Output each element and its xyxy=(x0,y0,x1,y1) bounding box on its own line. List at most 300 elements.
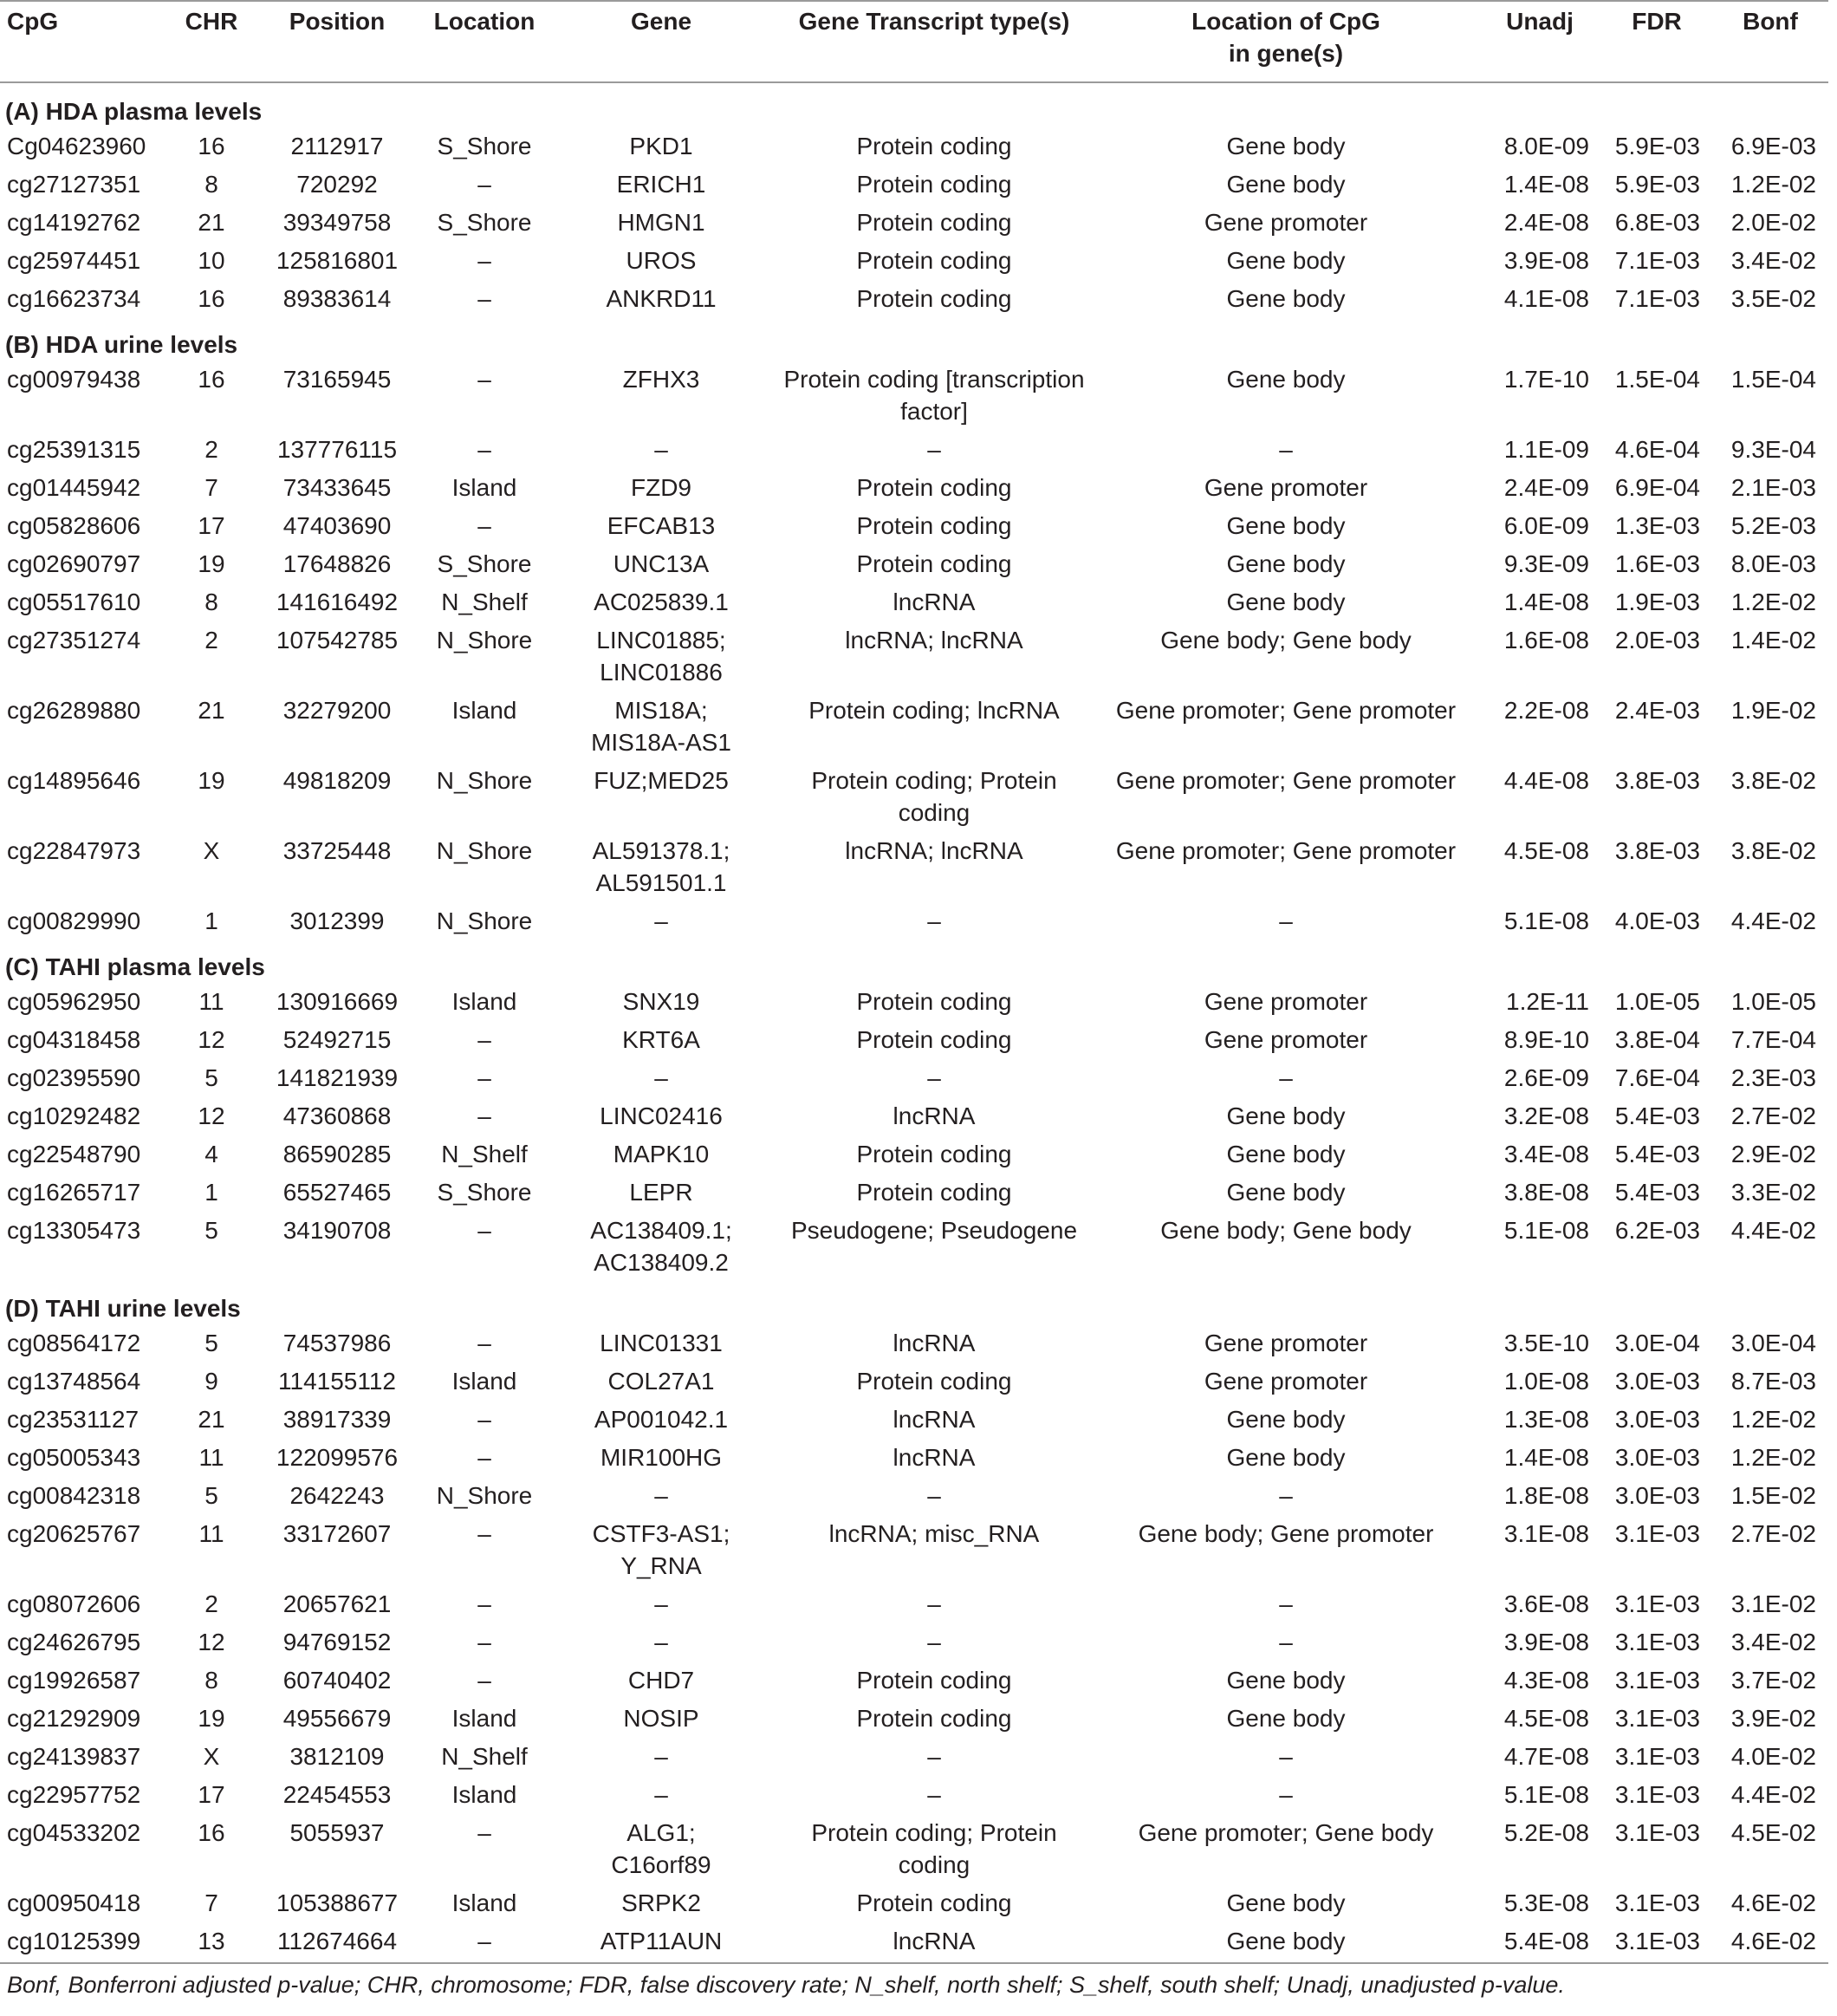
cell-gene-line: UNC13A xyxy=(613,550,710,577)
cell-location-in-gene xyxy=(1094,1515,1478,1585)
cell-gene-line: AP001042.1 xyxy=(594,1406,729,1433)
cell-gene-line: MAPK10 xyxy=(613,1141,710,1167)
cell-cpg: cg00979438 xyxy=(7,366,141,393)
cell-bonf: 1.9E-02 xyxy=(1730,697,1816,724)
cell-gene xyxy=(548,1097,775,1135)
cell-bonf: 4.4E-02 xyxy=(1730,907,1816,934)
cell-chr: 16 xyxy=(198,1819,225,1846)
cell-position: 33172607 xyxy=(282,1520,392,1547)
cell-location-in-gene-line: Gene promoter xyxy=(1204,1026,1368,1053)
cell-unadj: 1.4E-08 xyxy=(1503,171,1589,198)
cell-unadj: 3.8E-08 xyxy=(1503,1179,1589,1206)
cell-cpg: cg22847973 xyxy=(7,837,141,864)
cell-gene-line: ZFHX3 xyxy=(622,366,700,393)
cell-location-in-gene-line: – xyxy=(1279,1629,1293,1655)
cell-unadj: 3.6E-08 xyxy=(1503,1590,1589,1617)
cell-position: 125816801 xyxy=(276,247,399,274)
cell-location: Island xyxy=(451,697,517,724)
cell-gene xyxy=(548,1439,775,1477)
cell-gene-line: Y_RNA xyxy=(620,1552,702,1579)
cell-gene-line: – xyxy=(654,1064,668,1091)
cell-fdr: 3.8E-03 xyxy=(1614,767,1700,794)
table-row xyxy=(0,1700,1828,1738)
cell-location-in-gene-line: Gene body xyxy=(1226,1705,1346,1732)
cell-transcript-type xyxy=(775,1700,1094,1738)
cell-fdr: 7.6E-04 xyxy=(1614,1064,1700,1091)
table-row xyxy=(0,583,1828,621)
section-title: (A) HDA plasma levels xyxy=(5,98,263,125)
cell-unadj: 3.1E-08 xyxy=(1503,1520,1589,1547)
cell-unadj: 8.9E-10 xyxy=(1503,1026,1589,1053)
cell-gene-line: LINC01885; xyxy=(596,627,726,654)
cell-cpg: cg02690797 xyxy=(7,550,141,577)
cell-position: 32279200 xyxy=(282,697,392,724)
cell-unadj: 1.0E-08 xyxy=(1503,1368,1589,1395)
cell-chr: 4 xyxy=(204,1141,218,1167)
cell-fdr: 1.3E-03 xyxy=(1614,512,1700,539)
cell-fdr: 5.4E-03 xyxy=(1614,1102,1700,1129)
cell-bonf: 1.2E-02 xyxy=(1730,1444,1816,1471)
cell-bonf: 3.4E-02 xyxy=(1730,1629,1816,1655)
cell-unadj: 2.4E-09 xyxy=(1503,474,1589,501)
cell-gene xyxy=(548,1477,775,1515)
cell-gene xyxy=(548,1324,775,1362)
cell-gene-line: LINC01886 xyxy=(600,659,723,686)
cell-location-in-gene xyxy=(1094,1097,1478,1135)
cell-bonf: 7.7E-04 xyxy=(1730,1026,1816,1053)
cell-location-in-gene xyxy=(1094,1021,1478,1059)
cell-cpg: cg27351274 xyxy=(7,627,141,654)
cell-location: Island xyxy=(451,1368,517,1395)
cell-fdr: 3.0E-03 xyxy=(1614,1482,1700,1509)
cell-gene xyxy=(548,127,775,166)
cell-chr: 1 xyxy=(204,907,218,934)
cell-cpg: cg21292909 xyxy=(7,1705,141,1732)
cell-gene xyxy=(548,832,775,902)
table-row xyxy=(0,1662,1828,1700)
cell-location-in-gene xyxy=(1094,1662,1478,1700)
cell-gene-line: PKD1 xyxy=(629,133,693,159)
cell-location-in-gene-line: Gene body xyxy=(1226,1444,1346,1471)
cell-cpg: cg04318458 xyxy=(7,1026,141,1053)
section-header-row xyxy=(0,318,1828,361)
cell-location-in-gene-line: Gene body xyxy=(1226,1406,1346,1433)
cell-gene xyxy=(548,1884,775,1922)
cell-chr: 16 xyxy=(198,366,225,393)
cell-chr: 1 xyxy=(204,1179,218,1206)
cell-gene-line: SRPK2 xyxy=(621,1889,701,1916)
cell-bonf: 1.5E-04 xyxy=(1730,366,1816,393)
cell-bonf: 3.3E-02 xyxy=(1730,1179,1816,1206)
cell-transcript-type xyxy=(775,469,1094,507)
cell-location: S_Shore xyxy=(437,209,532,236)
cell-cpg: cg13305473 xyxy=(7,1217,141,1244)
cell-unadj: 3.9E-08 xyxy=(1503,1629,1589,1655)
cell-transcript-type-line: Protein coding; lncRNA xyxy=(808,697,1060,724)
table-row xyxy=(0,1922,1828,1963)
cell-unadj: 9.3E-09 xyxy=(1503,550,1589,577)
cell-unadj: 4.3E-08 xyxy=(1503,1667,1589,1694)
cell-gene-line: – xyxy=(654,1590,668,1617)
cell-bonf: 4.4E-02 xyxy=(1730,1781,1816,1808)
cell-location: S_Shore xyxy=(437,550,532,577)
cell-gene-line: FUZ;MED25 xyxy=(594,767,729,794)
cell-unadj: 1.6E-08 xyxy=(1503,627,1589,654)
cell-transcript-type-line: lncRNA xyxy=(893,1406,976,1433)
cell-location: – xyxy=(477,1330,491,1356)
cell-location-in-gene xyxy=(1094,902,1478,940)
cell-bonf: 3.0E-04 xyxy=(1730,1330,1816,1356)
table-header xyxy=(0,1,1828,82)
cell-transcript-type-line: Protein coding xyxy=(856,1026,1012,1053)
cell-location-in-gene xyxy=(1094,431,1478,469)
cell-chr: 2 xyxy=(204,627,218,654)
cell-position: 122099576 xyxy=(276,1444,399,1471)
cell-transcript-type-line: lncRNA; lncRNA xyxy=(845,627,1023,654)
cell-location-in-gene xyxy=(1094,832,1478,902)
cell-unadj: 8.0E-09 xyxy=(1503,133,1589,159)
table-row xyxy=(0,1477,1828,1515)
cell-gene xyxy=(548,1814,775,1884)
cell-location-in-gene xyxy=(1094,1623,1478,1662)
cell-transcript-type-line: – xyxy=(927,907,941,934)
cell-transcript-type-line: lncRNA xyxy=(893,1330,976,1356)
cell-location-in-gene-line: Gene body xyxy=(1226,1928,1346,1954)
table-row xyxy=(0,1439,1828,1477)
cell-transcript-type-line: lncRNA; misc_RNA xyxy=(828,1520,1040,1547)
cell-fdr: 3.1E-03 xyxy=(1614,1819,1700,1846)
cell-bonf: 3.7E-02 xyxy=(1730,1667,1816,1694)
cell-location: – xyxy=(477,436,491,463)
cell-location: N_Shelf xyxy=(441,1141,528,1167)
cell-bonf: 1.2E-02 xyxy=(1730,1406,1816,1433)
cell-location-in-gene xyxy=(1094,621,1478,692)
cell-fdr: 6.9E-04 xyxy=(1614,474,1700,501)
cell-gene xyxy=(548,166,775,204)
table-row xyxy=(0,1814,1828,1884)
cell-transcript-type-line: coding xyxy=(898,1851,970,1878)
cell-location: N_Shore xyxy=(436,627,533,654)
header-location-in-gene-line2: in gene(s) xyxy=(1228,40,1344,67)
cell-position: 17648826 xyxy=(282,550,392,577)
cell-position: 22454553 xyxy=(282,1781,392,1808)
cell-location-in-gene xyxy=(1094,204,1478,242)
cell-gene-line: MIR100HG xyxy=(600,1444,723,1471)
cell-cpg: cg16623734 xyxy=(7,285,141,312)
cell-location: Island xyxy=(451,1889,517,1916)
cell-gene xyxy=(548,1401,775,1439)
cell-chr: 10 xyxy=(198,247,225,274)
cell-location: N_Shore xyxy=(436,907,533,934)
cell-location-in-gene-line: – xyxy=(1279,907,1293,934)
cell-transcript-type xyxy=(775,280,1094,318)
cell-gene xyxy=(548,902,775,940)
cell-unadj: 4.5E-08 xyxy=(1503,837,1589,864)
table-row xyxy=(0,1212,1828,1282)
cell-cpg: cg05517610 xyxy=(7,589,141,615)
cell-cpg: cg22957752 xyxy=(7,1781,141,1808)
cell-gene-line: KRT6A xyxy=(622,1026,700,1053)
cell-location-in-gene-line: Gene body xyxy=(1226,285,1346,312)
cell-location-in-gene-line: Gene promoter xyxy=(1204,988,1368,1015)
cell-unadj: 2.6E-09 xyxy=(1503,1064,1589,1091)
cell-cpg: cg00950418 xyxy=(7,1889,141,1916)
cell-cpg: cg23531127 xyxy=(7,1406,140,1433)
cell-location: – xyxy=(477,1102,491,1129)
cell-location-in-gene-line: Gene body xyxy=(1226,512,1346,539)
cell-transcript-type xyxy=(775,166,1094,204)
cell-fdr: 3.1E-03 xyxy=(1614,1705,1700,1732)
cell-location-in-gene-line: – xyxy=(1279,1482,1293,1509)
cell-gene-line: – xyxy=(654,907,668,934)
cell-cpg: cg10125399 xyxy=(7,1928,141,1954)
cell-location-in-gene xyxy=(1094,1059,1478,1097)
cell-bonf: 4.0E-02 xyxy=(1730,1743,1816,1770)
cell-unadj: 4.4E-08 xyxy=(1503,767,1589,794)
cell-fdr: 5.9E-03 xyxy=(1614,171,1700,198)
cell-bonf: 4.6E-02 xyxy=(1730,1889,1816,1916)
cell-gene-line: SNX19 xyxy=(622,988,700,1015)
cell-gene xyxy=(548,762,775,832)
table-row xyxy=(0,545,1828,583)
table-row xyxy=(0,692,1828,762)
cell-bonf: 2.7E-02 xyxy=(1730,1102,1816,1129)
header-position: Position xyxy=(289,8,386,35)
cell-chr: 21 xyxy=(198,209,225,236)
cell-location-in-gene xyxy=(1094,1814,1478,1884)
table-row xyxy=(0,1362,1828,1401)
table-row xyxy=(0,1515,1828,1585)
cell-cpg: cg27127351 xyxy=(7,171,141,198)
cell-position: 47360868 xyxy=(282,1102,392,1129)
cell-location-in-gene xyxy=(1094,127,1478,166)
cell-cpg: cg13748564 xyxy=(7,1368,141,1395)
cell-chr: 17 xyxy=(198,1781,225,1808)
cell-cpg: cg25391315 xyxy=(7,436,141,463)
cell-gene xyxy=(548,1515,775,1585)
cell-unadj: 3.5E-10 xyxy=(1503,1330,1589,1356)
cell-transcript-type xyxy=(775,1212,1094,1282)
cell-location-in-gene-line: Gene body xyxy=(1226,366,1346,393)
cell-transcript-type-line: Pseudogene; Pseudogene xyxy=(790,1217,1078,1244)
cell-unadj: 1.3E-08 xyxy=(1503,1406,1589,1433)
cell-bonf: 1.0E-05 xyxy=(1730,988,1816,1015)
cell-bonf: 1.2E-02 xyxy=(1730,589,1816,615)
table-row xyxy=(0,361,1828,431)
cell-gene xyxy=(548,545,775,583)
cell-location-in-gene-line: Gene body xyxy=(1226,1667,1346,1694)
section-header-row xyxy=(0,1282,1828,1324)
table-row xyxy=(0,1884,1828,1922)
cell-transcript-type xyxy=(775,902,1094,940)
cell-position: 94769152 xyxy=(282,1629,392,1655)
cell-transcript-type-line: Protein coding; Protein xyxy=(811,767,1057,794)
table-row xyxy=(0,1135,1828,1174)
cell-gene-line: ANKRD11 xyxy=(606,285,717,312)
cell-position: 86590285 xyxy=(282,1141,392,1167)
section-header-row xyxy=(0,940,1828,983)
cell-gene-line: – xyxy=(654,1781,668,1808)
cell-location-in-gene xyxy=(1094,1174,1478,1212)
cell-position: 89383614 xyxy=(282,285,392,312)
cell-gene-line: FZD9 xyxy=(631,474,691,501)
cell-chr: 16 xyxy=(198,133,225,159)
cell-transcript-type-line: Protein coding xyxy=(856,171,1012,198)
cell-location: S_Shore xyxy=(437,133,532,159)
cell-gene-line: ALG1; xyxy=(626,1819,696,1846)
header-cpg: CpG xyxy=(7,8,59,35)
header-row xyxy=(0,1,1828,82)
cell-transcript-type-line: coding xyxy=(898,799,970,826)
cell-cpg: cg24139837 xyxy=(7,1743,141,1770)
cell-fdr: 3.1E-03 xyxy=(1614,1629,1700,1655)
cell-fdr: 3.1E-03 xyxy=(1614,1928,1700,1954)
cell-position: 130916669 xyxy=(276,988,399,1015)
cell-transcript-type-line: Protein coding xyxy=(856,133,1012,159)
table-row xyxy=(0,431,1828,469)
cell-location: S_Shore xyxy=(437,1179,532,1206)
cell-gene xyxy=(548,1212,775,1282)
cell-transcript-type-line: – xyxy=(927,1482,941,1509)
cell-location-in-gene-line: Gene body xyxy=(1226,133,1346,159)
cell-unadj: 6.0E-09 xyxy=(1503,512,1589,539)
cell-cpg: cg22548790 xyxy=(7,1141,141,1167)
cell-location-in-gene xyxy=(1094,507,1478,545)
cell-transcript-type xyxy=(775,1097,1094,1135)
header-unadj: Unadj xyxy=(1506,8,1574,35)
cell-chr: 19 xyxy=(198,1705,225,1732)
cell-chr: X xyxy=(203,1743,220,1770)
cell-gene-line: – xyxy=(654,1629,668,1655)
cell-location-in-gene xyxy=(1094,1212,1478,1282)
table-row xyxy=(0,1623,1828,1662)
cell-cpg: cg04533202 xyxy=(7,1819,141,1846)
cell-chr: X xyxy=(203,837,220,864)
cell-transcript-type xyxy=(775,832,1094,902)
cell-unadj: 1.7E-10 xyxy=(1503,366,1589,393)
cell-fdr: 5.4E-03 xyxy=(1614,1141,1700,1167)
cell-gene-line: C16orf89 xyxy=(611,1851,711,1878)
cell-cpg: cg20625767 xyxy=(7,1520,141,1547)
header-gene: Gene xyxy=(630,8,692,35)
cell-location-in-gene-line: Gene promoter; Gene promoter xyxy=(1115,837,1457,864)
cell-transcript-type-line: Protein coding xyxy=(856,988,1012,1015)
cell-location-in-gene-line: Gene body xyxy=(1226,171,1346,198)
cell-bonf: 4.4E-02 xyxy=(1730,1217,1816,1244)
header-chr: CHR xyxy=(185,8,238,35)
cell-bonf: 1.5E-02 xyxy=(1730,1482,1816,1509)
cell-location: N_Shore xyxy=(436,837,533,864)
cell-location: – xyxy=(477,512,491,539)
cell-gene-line: – xyxy=(654,1743,668,1770)
cell-location-in-gene xyxy=(1094,1585,1478,1623)
section-title: (C) TAHI plasma levels xyxy=(5,953,265,980)
cell-cpg: cg14895646 xyxy=(7,767,141,794)
cell-location-in-gene-line: Gene body; Gene body xyxy=(1160,627,1412,654)
section-title: (B) HDA urine levels xyxy=(5,331,238,358)
cell-location-in-gene xyxy=(1094,983,1478,1021)
cell-position: 114155112 xyxy=(278,1368,396,1395)
cell-transcript-type-line: – xyxy=(927,436,941,463)
cell-location-in-gene-line: – xyxy=(1279,1064,1293,1091)
cell-location-in-gene xyxy=(1094,1884,1478,1922)
cell-location-in-gene-line: Gene body xyxy=(1226,1141,1346,1167)
cell-bonf: 2.9E-02 xyxy=(1730,1141,1816,1167)
header-location-in-gene-line1: Location of CpG xyxy=(1191,8,1380,35)
cell-transcript-type xyxy=(775,204,1094,242)
cell-location-in-gene-line: – xyxy=(1279,1743,1293,1770)
cell-location-in-gene xyxy=(1094,280,1478,318)
cell-gene-line: MIS18A-AS1 xyxy=(591,729,731,756)
cell-position: 47403690 xyxy=(282,512,392,539)
cell-position: 137776115 xyxy=(276,436,398,463)
cell-location-in-gene xyxy=(1094,1401,1478,1439)
cell-position: 2112917 xyxy=(290,133,384,159)
cell-transcript-type-line: lncRNA; lncRNA xyxy=(845,837,1023,864)
cell-gene xyxy=(548,1662,775,1700)
cell-cpg: cg14192762 xyxy=(7,209,141,236)
cell-transcript-type-line: Protein coding xyxy=(856,550,1012,577)
cell-fdr: 5.4E-03 xyxy=(1614,1179,1700,1206)
cell-bonf: 9.3E-04 xyxy=(1730,436,1816,463)
cell-location-in-gene-line: Gene promoter; Gene body xyxy=(1138,1819,1434,1846)
cell-fdr: 7.1E-03 xyxy=(1614,247,1700,274)
cell-bonf: 3.8E-02 xyxy=(1730,767,1816,794)
cell-bonf: 4.5E-02 xyxy=(1730,1819,1816,1846)
cell-chr: 12 xyxy=(198,1026,225,1053)
cell-transcript-type-line: – xyxy=(927,1743,941,1770)
cell-position: 73165945 xyxy=(282,366,392,393)
cell-location: – xyxy=(477,1928,491,1954)
header-transcript-type: Gene Transcript type(s) xyxy=(798,8,1070,35)
cell-gene xyxy=(548,1922,775,1963)
cell-unadj: 1.4E-08 xyxy=(1503,589,1589,615)
cell-transcript-type-line: – xyxy=(927,1064,941,1091)
cell-position: 5055937 xyxy=(289,1819,385,1846)
cell-cpg: Cg04623960 xyxy=(7,133,146,159)
cell-location-in-gene xyxy=(1094,166,1478,204)
cell-cpg: cg16265717 xyxy=(7,1179,141,1206)
cell-fdr: 3.1E-03 xyxy=(1614,1590,1700,1617)
cell-gene-line: HMGN1 xyxy=(617,209,705,236)
cell-transcript-type xyxy=(775,1776,1094,1814)
cell-chr: 7 xyxy=(204,474,218,501)
cell-fdr: 3.1E-03 xyxy=(1614,1667,1700,1694)
cell-chr: 12 xyxy=(198,1102,225,1129)
cell-fdr: 3.0E-04 xyxy=(1614,1330,1700,1356)
cell-transcript-type xyxy=(775,361,1094,431)
cell-transcript-type xyxy=(775,1401,1094,1439)
cell-location-in-gene xyxy=(1094,361,1478,431)
cell-bonf: 1.2E-02 xyxy=(1730,171,1816,198)
cell-chr: 5 xyxy=(204,1217,218,1244)
section-header-row xyxy=(0,82,1828,127)
cell-fdr: 1.0E-05 xyxy=(1614,988,1700,1015)
cell-gene xyxy=(548,1738,775,1776)
cell-fdr: 1.5E-04 xyxy=(1614,366,1700,393)
cell-fdr: 3.8E-04 xyxy=(1614,1026,1700,1053)
cell-transcript-type xyxy=(775,242,1094,280)
cell-gene-line: LINC01331 xyxy=(600,1330,723,1356)
cell-chr: 16 xyxy=(198,285,225,312)
cell-bonf: 8.0E-03 xyxy=(1730,550,1816,577)
cell-transcript-type-line: Protein coding; Protein xyxy=(811,1819,1057,1846)
cell-bonf: 8.7E-03 xyxy=(1730,1368,1816,1395)
table-row xyxy=(0,902,1828,940)
table-row xyxy=(0,1097,1828,1135)
cell-chr: 19 xyxy=(198,767,225,794)
cell-position: 112674664 xyxy=(276,1928,398,1954)
